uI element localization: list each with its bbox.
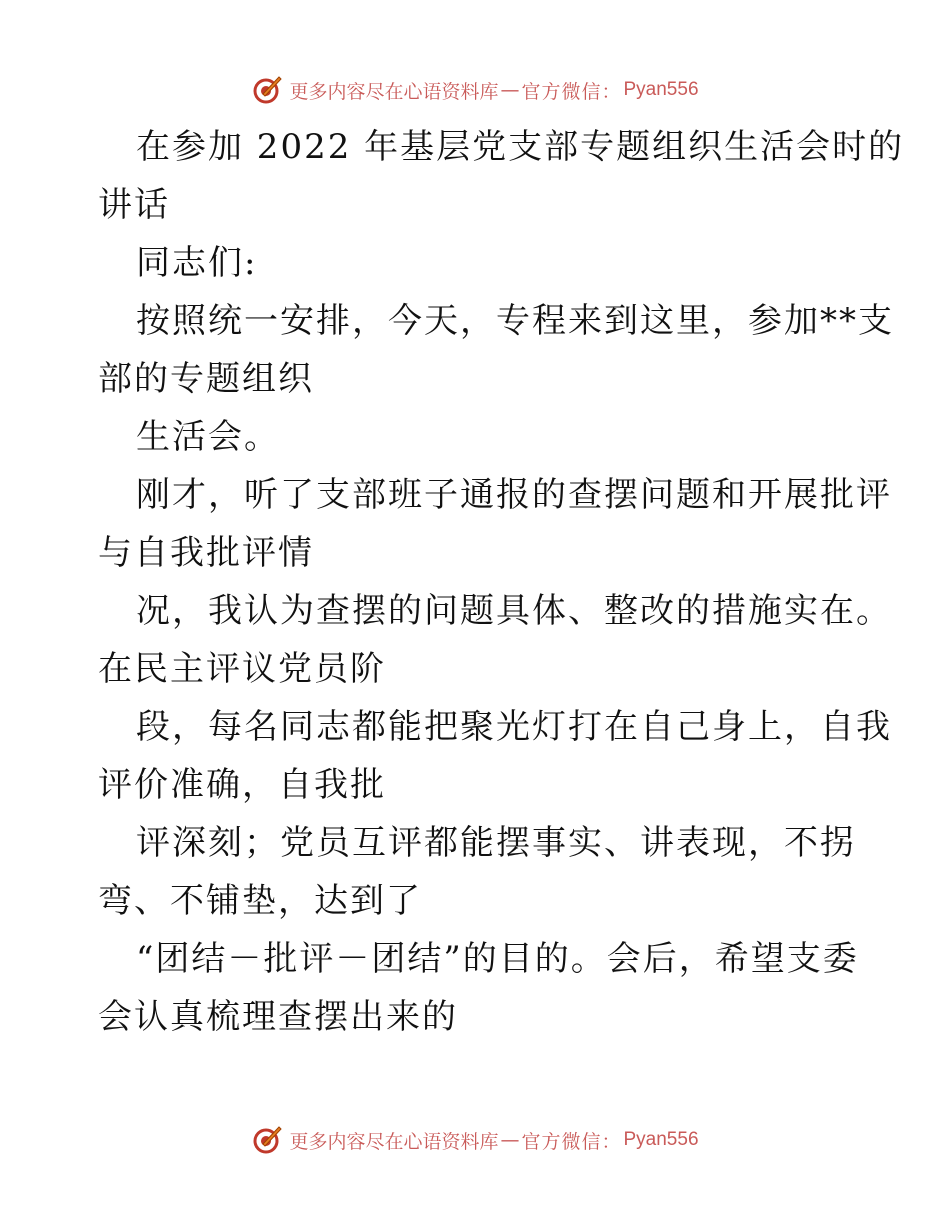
watermark-wechat-label: 官方微信： xyxy=(521,80,622,103)
title-line-2: 讲话 xyxy=(98,185,170,225)
header-watermark xyxy=(0,70,950,110)
quill-logo-icon xyxy=(251,74,283,106)
watermark-text: 更多内容尽在心语资料库 xyxy=(289,80,499,103)
watermark-wechat-label: 官方微信： xyxy=(521,1130,622,1153)
paragraph-line: 在民主评议党员阶 xyxy=(98,649,386,689)
watermark-wechat-id: Pyan556 xyxy=(623,1129,699,1150)
paragraph-line: “团结－批评－团结”的目的。会后，希望支委 xyxy=(136,939,859,979)
paragraph-line: 弯、不铺垫，达到了 xyxy=(98,881,422,921)
watermark-wechat-id: Pyan556 xyxy=(623,79,699,100)
paragraph-line: 与自我批评情 xyxy=(98,533,314,573)
paragraph-line: 按照统一安排，今天，专程来到这里，参加**支 xyxy=(136,301,894,341)
paragraph-line: 部的专题组织 xyxy=(98,359,314,399)
watermark-dash: — xyxy=(500,79,520,101)
paragraph-line: 况，我认为查摆的问题具体、整改的措施实在。 xyxy=(136,591,892,631)
paragraph-line: 生活会。 xyxy=(136,417,280,457)
salutation: 同志们: xyxy=(136,243,258,283)
paragraph-line: 会认真梳理查摆出来的 xyxy=(98,997,458,1037)
paragraph-line: 评深刻；党员互评都能摆事实、讲表现，不拐 xyxy=(136,823,856,863)
paragraph-line: 段，每名同志都能把聚光灯打在自己身上，自我 xyxy=(136,707,892,747)
footer-watermark xyxy=(0,1120,950,1160)
paragraph-line: 评价准确，自我批 xyxy=(98,765,386,805)
quill-logo-icon xyxy=(251,1124,283,1156)
title-line-1: 在参加 2022 年基层党支部专题组织生活会时的 xyxy=(136,127,905,167)
watermark-dash: — xyxy=(500,1129,520,1151)
document-body xyxy=(98,118,905,1046)
paragraph-line: 刚才，听了支部班子通报的查摆问题和开展批评 xyxy=(136,475,892,515)
watermark-text: 更多内容尽在心语资料库 xyxy=(289,1130,499,1153)
